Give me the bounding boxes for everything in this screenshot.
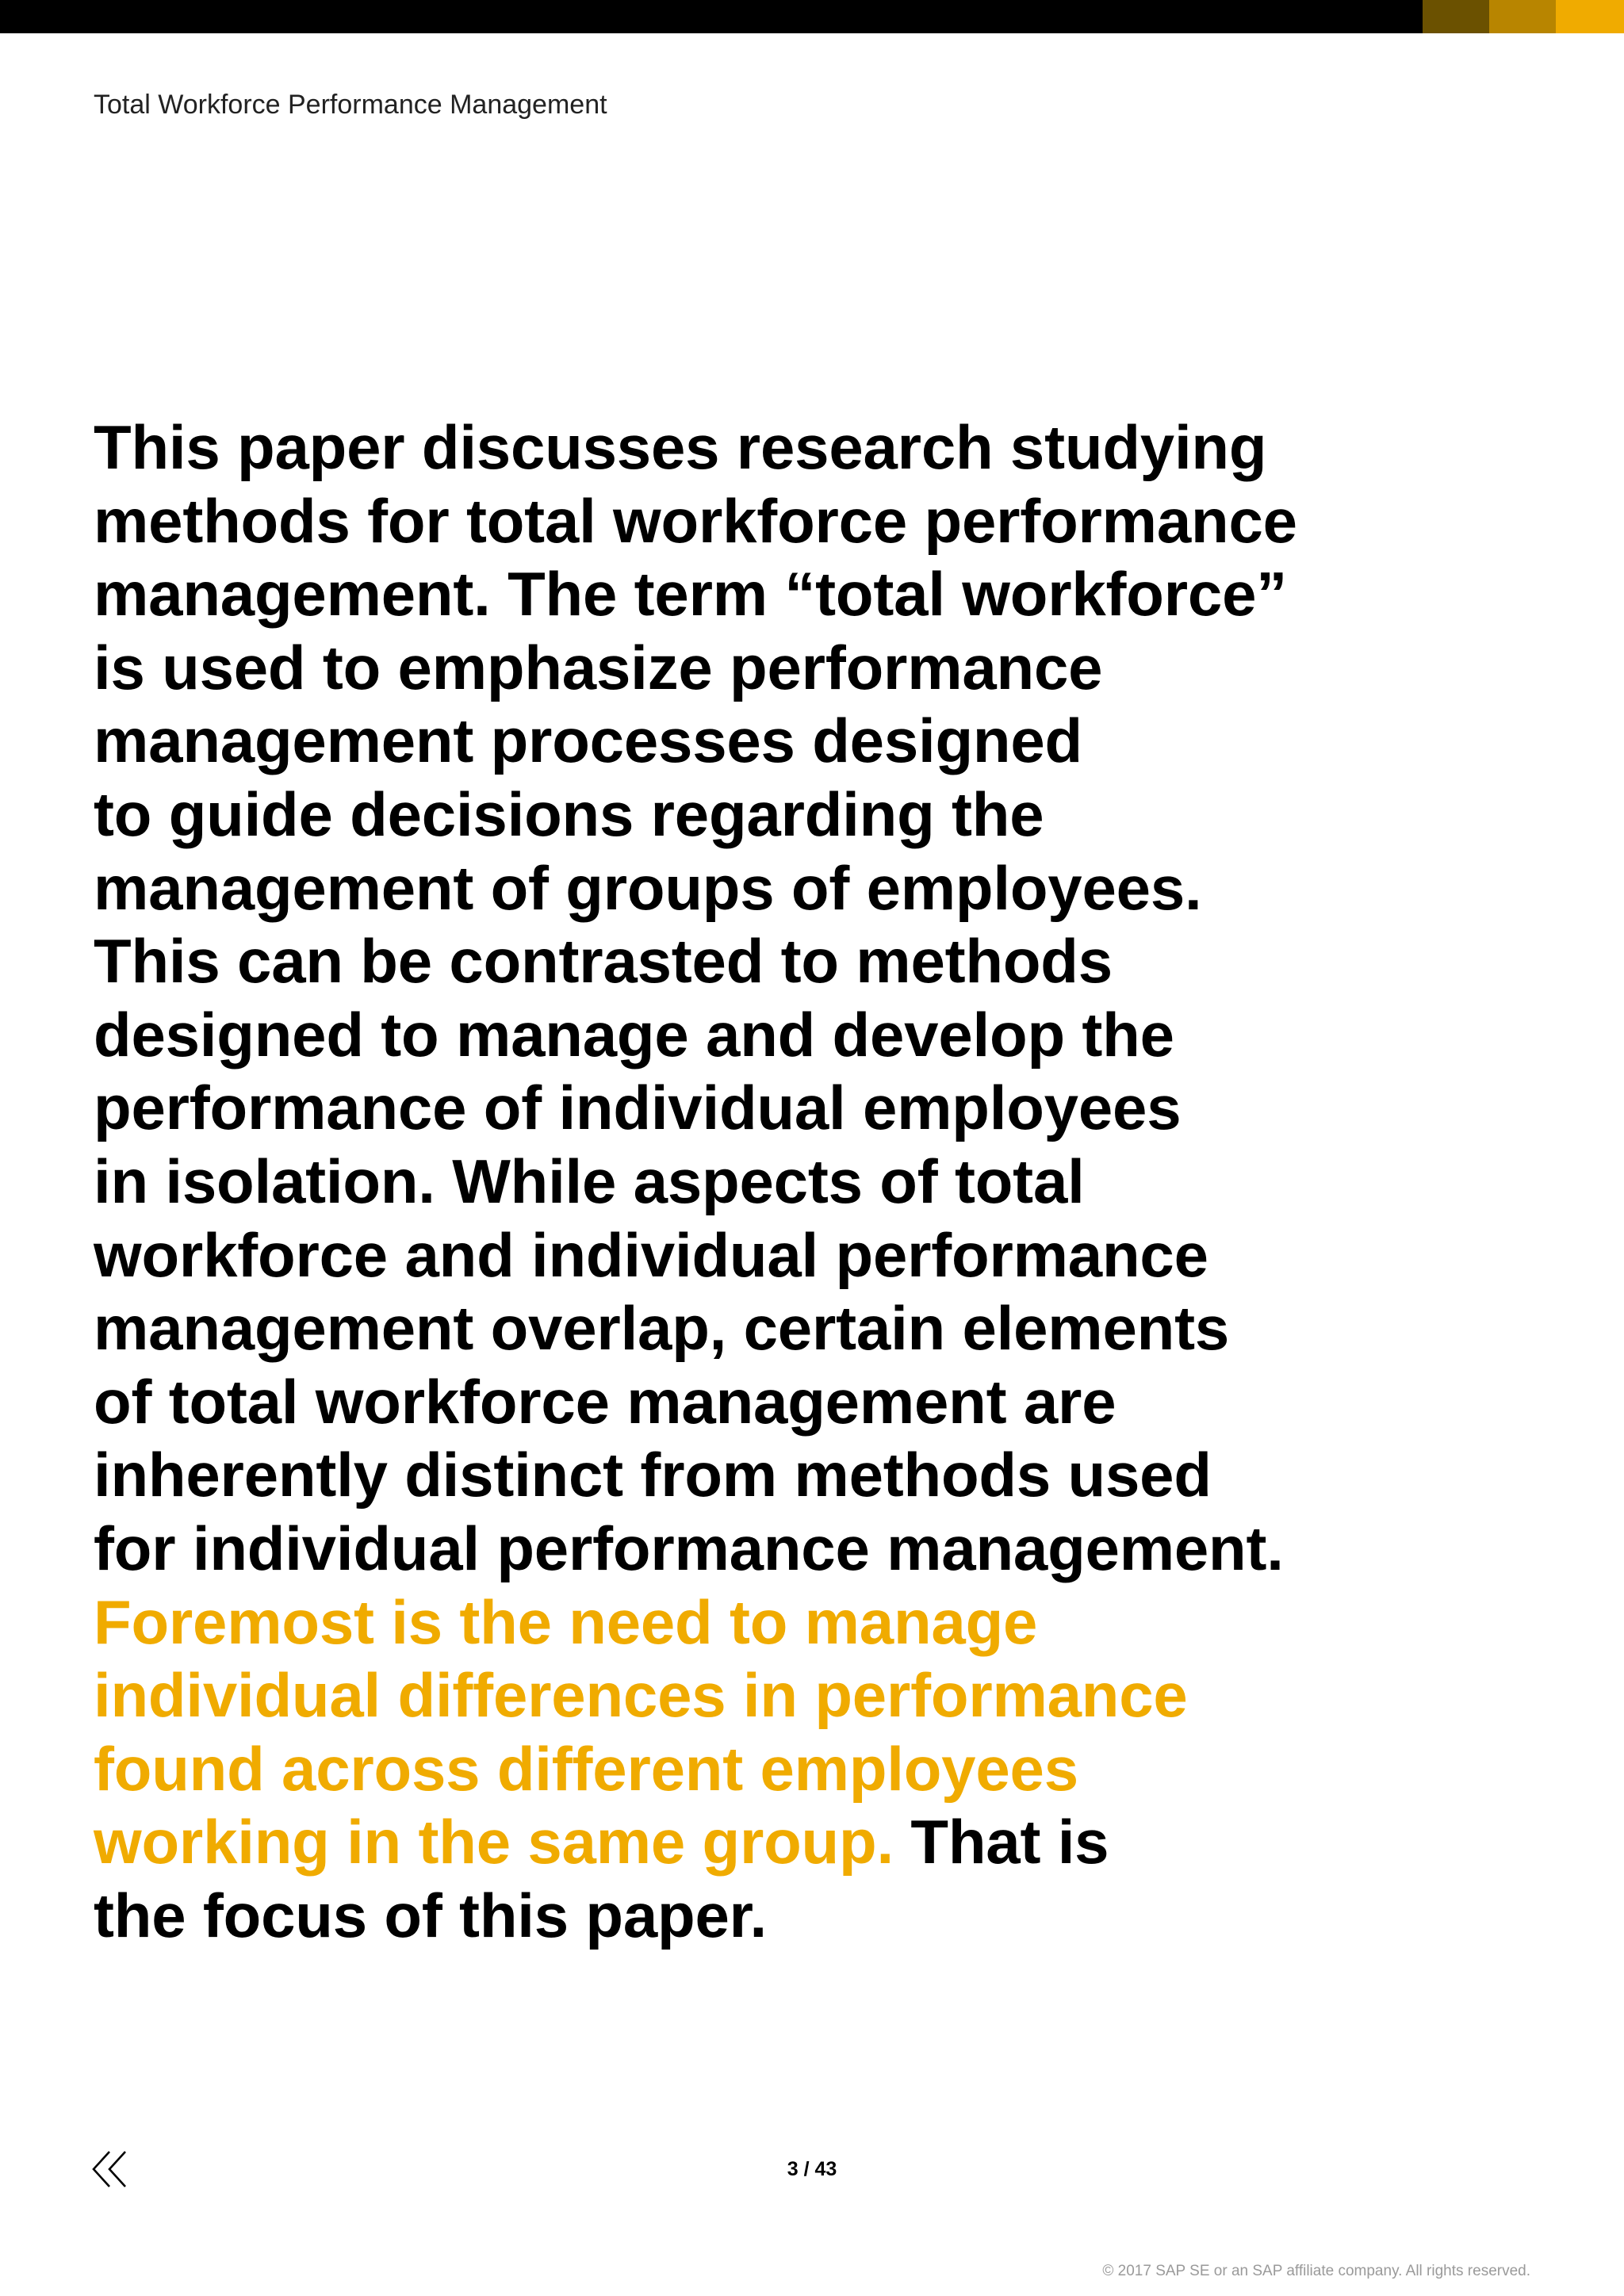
statement-line	[94, 851, 1521, 925]
top-brand-bar	[0, 0, 1624, 33]
statement-line	[94, 484, 1521, 558]
statement-text: in isolation. While aspects of total	[94, 1146, 1085, 1216]
statement-text: inherently distinct from methods used	[94, 1440, 1212, 1510]
highlighted-text: working in the same group.	[94, 1807, 894, 1877]
statement-line	[94, 1071, 1521, 1145]
statement-text: the focus of this paper.	[94, 1880, 767, 1950]
statement-text: designed to manage and develop the	[94, 999, 1174, 1070]
double-chevron-left-icon	[89, 2147, 133, 2191]
statement-line	[94, 704, 1521, 778]
copyright-notice: © 2017 SAP SE or an SAP affiliate company. All rights reserved.	[1102, 2263, 1530, 2279]
top-bar-mid-gold-segment	[1489, 0, 1556, 33]
statement-line	[94, 1586, 1521, 1659]
statement-text: is used to emphasize performance	[94, 632, 1103, 702]
running-header-title: Total Workforce Performance Management	[94, 90, 607, 120]
statement-text: management processes designed	[94, 706, 1082, 776]
statement-line	[94, 1219, 1521, 1292]
statement-line	[94, 631, 1521, 705]
statement-text: This paper discusses research studying	[94, 412, 1267, 482]
statement-text: performance of individual employees	[94, 1073, 1182, 1143]
statement-line	[94, 1145, 1521, 1219]
statement-text: management overlap, certain elements	[94, 1293, 1230, 1364]
statement-line	[94, 924, 1521, 998]
statement-line	[94, 1659, 1521, 1732]
statement-text: methods for total workforce performance	[94, 485, 1297, 556]
statement-line	[94, 1438, 1521, 1512]
top-bar-black-segment	[0, 0, 1423, 33]
statement-line	[94, 1805, 1521, 1879]
statement-line	[94, 1732, 1521, 1806]
highlighted-text: individual differences in performance	[94, 1660, 1188, 1731]
statement-text: That is	[893, 1807, 1109, 1877]
highlighted-text: found across different employees	[94, 1733, 1078, 1804]
top-bar-gold-segment	[1556, 0, 1624, 33]
statement-line	[94, 1512, 1521, 1586]
statement-line	[94, 411, 1521, 484]
statement-line	[94, 1292, 1521, 1365]
statement-text: of total workforce management are	[94, 1366, 1116, 1437]
statement-line	[94, 1365, 1521, 1439]
statement-text: for individual performance management.	[94, 1513, 1284, 1583]
statement-line	[94, 998, 1521, 1072]
statement-line	[94, 1879, 1521, 1953]
top-bar-dark-gold-segment	[1423, 0, 1489, 33]
statement-text: management. The term “total workforce”	[94, 559, 1288, 629]
page-number: 3 / 43	[787, 2158, 837, 2180]
back-to-start-button[interactable]	[89, 2147, 133, 2191]
highlighted-text: Foremost is the need to manage	[94, 1586, 1038, 1657]
lead-statement	[94, 411, 1521, 1952]
statement-text: workforce and individual performance	[94, 1219, 1208, 1290]
statement-text: management of groups of employees.	[94, 852, 1202, 923]
statement-line	[94, 557, 1521, 631]
statement-text: to guide decisions regarding the	[94, 779, 1044, 849]
statement-line	[94, 778, 1521, 851]
statement-text: This can be contrasted to methods	[94, 926, 1113, 997]
